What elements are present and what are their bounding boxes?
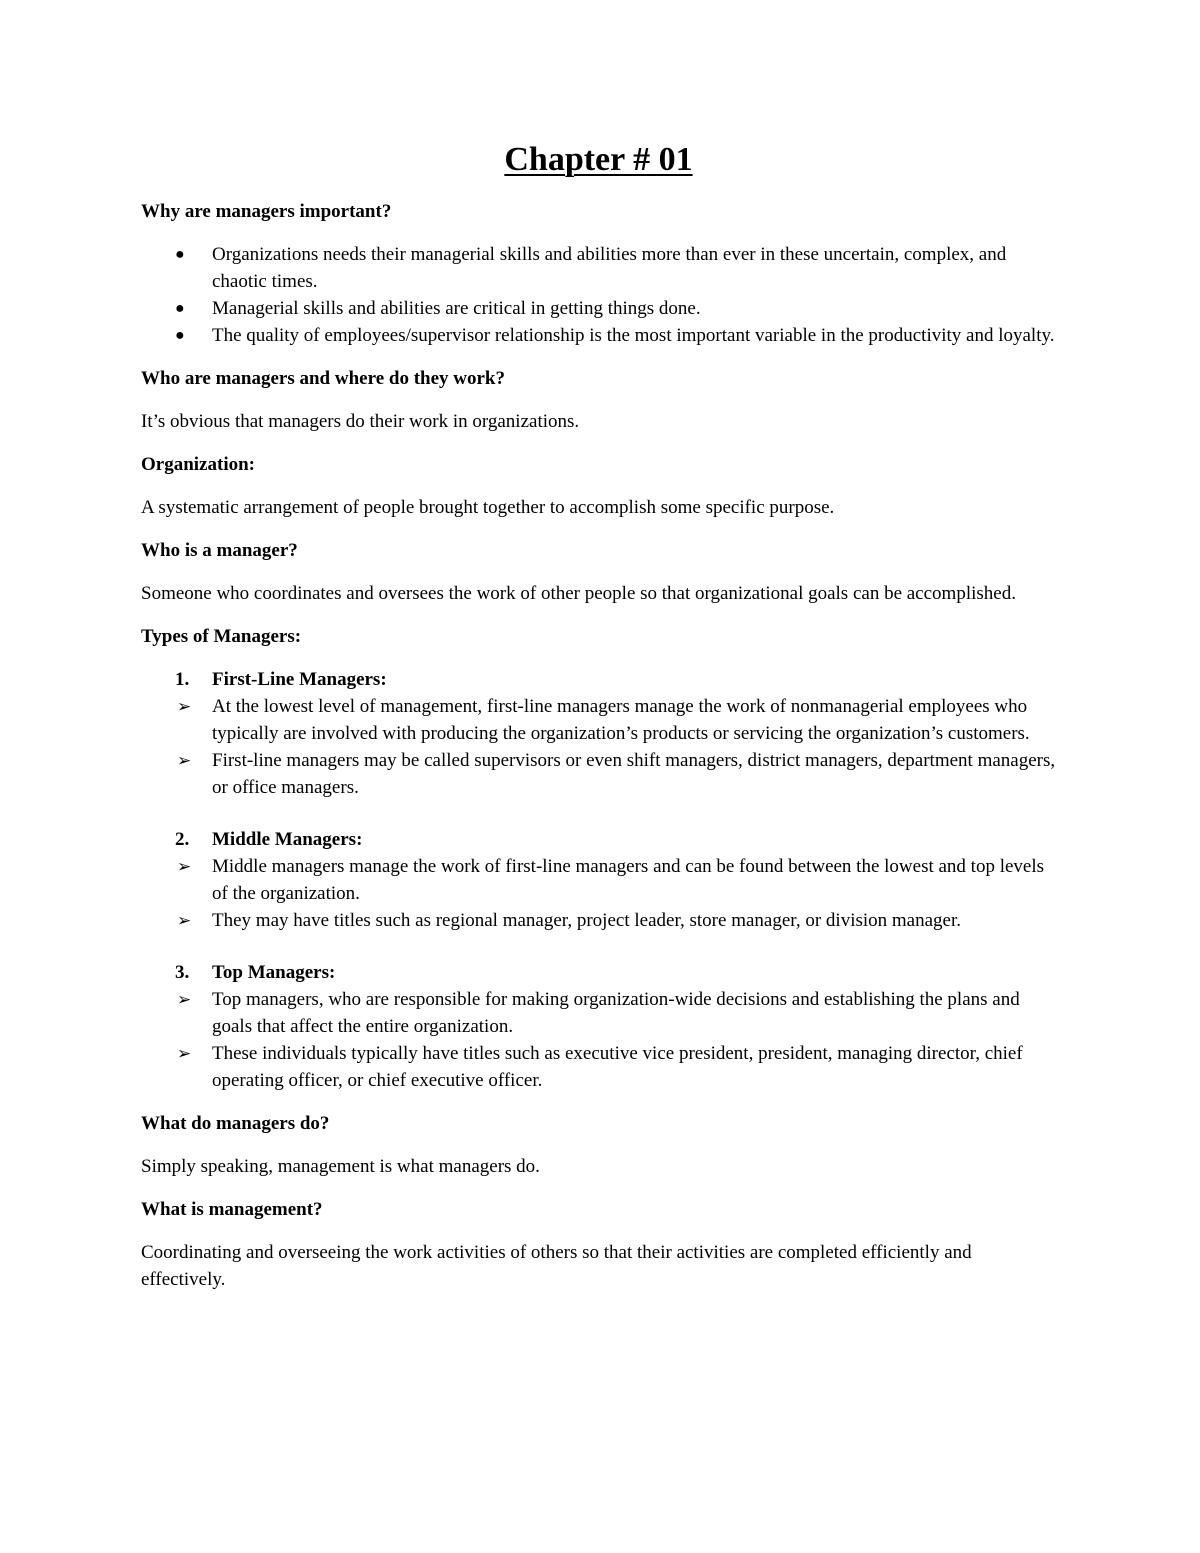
- arrow-bullet-icon: ➢: [177, 857, 192, 876]
- type-item-first-line: [141, 666, 1056, 801]
- types-numbered-list: [141, 666, 1056, 1094]
- heading-organization: Organization:: [141, 454, 255, 475]
- list-item-text: They may have titles such as regional manager, project leader, store manager, or division manager.: [212, 910, 961, 931]
- list-item: [142, 907, 1056, 934]
- why-bullet-list: [141, 241, 1056, 349]
- document-page: [141, 138, 1056, 1309]
- bullet-icon: ●: [175, 327, 185, 344]
- paragraph-who-where: It’s obvious that managers do their work in organizations.: [141, 411, 580, 432]
- heading-why-managers-important: Why are managers important?: [141, 201, 392, 222]
- paragraph-what-is-management: Coordinating and overseeing the work activities of others so that their activities are completed efficiently and effectively.: [141, 1242, 972, 1290]
- item-number: 1.: [175, 669, 190, 690]
- list-item: [142, 693, 1056, 747]
- list-item-text: The quality of employees/supervisor relationship is the most important variable in the productivity and loyalty.: [212, 325, 1055, 346]
- type-title: Middle Managers:: [212, 829, 363, 850]
- list-item-text: At the lowest level of management, first-line managers manage the work of nonmanagerial employees who typically are involved with producing the organization’s products or servicing the organization’s customers.: [212, 696, 1030, 744]
- page-title: Chapter # 01: [504, 141, 693, 178]
- list-item-text: First-line managers may be called supervisors or even shift managers, district managers, department managers, or office managers.: [212, 750, 1056, 798]
- list-item: [141, 322, 1056, 349]
- heading-types-of-managers: Types of Managers:: [141, 626, 302, 647]
- type-item-middle: [141, 826, 1056, 934]
- arrow-bullet-icon: ➢: [177, 751, 192, 770]
- type-title: First-Line Managers:: [212, 669, 387, 690]
- arrow-list: [177, 693, 1056, 801]
- list-item: [142, 986, 1056, 1040]
- arrow-bullet-icon: ➢: [177, 911, 192, 930]
- bullet-icon: ●: [175, 300, 185, 317]
- list-item-text: Top managers, who are responsible for making organization-wide decisions and establishing the plans and goals that affect the entire organization.: [212, 989, 1020, 1037]
- list-item-text: Managerial skills and abilities are critical in getting things done.: [212, 298, 701, 319]
- paragraph-who-is-manager: Someone who coordinates and oversees the work of other people so that organizational goals can be accomplished.: [141, 583, 1016, 604]
- heading-what-is-management: What is management?: [141, 1199, 323, 1220]
- bullet-icon: ●: [175, 246, 185, 263]
- list-item-text: Middle managers manage the work of first-line managers and can be found between the lowest and top levels of the organization.: [212, 856, 1045, 904]
- list-item: [142, 853, 1056, 907]
- list-item: [141, 295, 1056, 322]
- arrow-list: [177, 853, 1056, 934]
- type-title: Top Managers:: [212, 962, 336, 983]
- heading-who-is-manager: Who is a manager?: [141, 540, 298, 561]
- paragraph-what-do-managers-do: Simply speaking, management is what managers do.: [141, 1156, 540, 1177]
- list-item-text: These individuals typically have titles such as executive vice president, president, managing director, chief operating officer, or chief executive officer.: [212, 1043, 1023, 1091]
- paragraph-organization: A systematic arrangement of people brought together to accomplish some specific purpose.: [141, 497, 835, 518]
- heading-who-where: Who are managers and where do they work?: [141, 368, 505, 389]
- list-item: [141, 241, 1056, 295]
- list-item: [142, 1040, 1056, 1094]
- list-item: [142, 747, 1056, 801]
- item-number: 2.: [175, 829, 190, 850]
- arrow-bullet-icon: ➢: [177, 990, 192, 1009]
- arrow-bullet-icon: ➢: [177, 697, 192, 716]
- type-item-top: [141, 959, 1056, 1094]
- arrow-bullet-icon: ➢: [177, 1044, 192, 1063]
- list-item-text: Organizations needs their managerial skills and abilities more than ever in these uncertain, complex, and chaotic times.: [212, 244, 1007, 292]
- heading-what-do-managers-do: What do managers do?: [141, 1113, 330, 1134]
- item-number: 3.: [175, 962, 190, 983]
- arrow-list: [177, 986, 1056, 1094]
